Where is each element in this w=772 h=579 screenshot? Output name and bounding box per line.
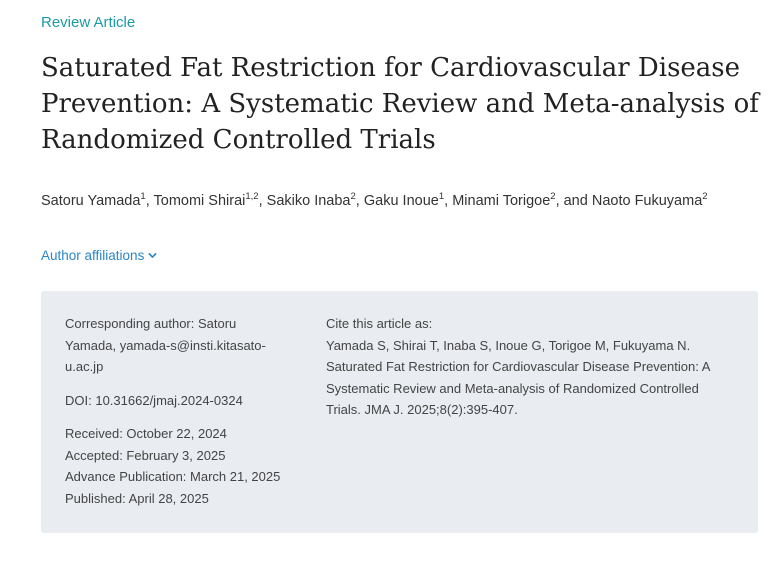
chevron-down-icon	[148, 251, 157, 260]
author-name[interactable]: Naoto Fukuyama	[591, 193, 703, 209]
author-name[interactable]: Tomomi Shirai	[153, 193, 246, 209]
citation-text: Yamada S, Shirai T, Inaba S, Inoue G, Torigoe M, Fukuyama N. Saturated Fat Restriction for Cardiovascular Disease Prevention: A Systematic Review and Meta-analysis of Randomized Controlled Trials. JMA J. 2025;8(2):395-407.	[326, 337, 710, 417]
corresponding-email-link[interactable]: yamada-s@insti.kitasato-u.ac.jp	[65, 337, 266, 374]
published-date: Published: April 28, 2025	[65, 490, 209, 506]
article-type-label: Review Article	[41, 14, 136, 31]
author-affiliation-sup: 1	[140, 191, 146, 202]
author-affiliation-sup: 2	[702, 191, 708, 202]
author-affiliations-toggle[interactable]	[41, 248, 157, 263]
citation-column	[326, 313, 736, 421]
advance-publication-date: Advance Publication: March 21, 2025	[65, 469, 281, 484]
corresponding-author: Corresponding author: Satoru Yamada, yamada-s@insti.kitasato-u.ac.jp	[65, 316, 266, 374]
doi-link[interactable]: 10.31662/jmaj.2024-0324	[95, 392, 243, 408]
article-meta-column	[65, 313, 285, 509]
doi: DOI: 10.31662/jmaj.2024-0324	[65, 392, 243, 408]
accepted-date: Accepted: February 3, 2025	[65, 447, 226, 463]
author-affiliations-label: Author affiliations	[41, 248, 145, 263]
author-name[interactable]: Sakiko Inaba	[266, 193, 351, 209]
article-title: Saturated Fat Restriction for Cardiovascular Disease Prevention: A Systematic Review and Meta-analysis of Randomized Controlled Trials	[41, 53, 759, 155]
corresponding-author-name: Satoru Yamada	[65, 316, 237, 353]
author-affiliation-sup: 2	[350, 191, 356, 202]
author-name[interactable]: Gaku Inoue	[363, 193, 439, 209]
author-affiliation-sup: 1	[438, 191, 445, 202]
received-date: Received: October 22, 2024	[65, 426, 227, 441]
cite-label: Cite this article as:	[326, 316, 433, 331]
author-affiliation-sup: 2	[550, 191, 556, 202]
author-name[interactable]: Satoru Yamada	[41, 193, 141, 209]
author-name[interactable]: Minami Torigoe	[452, 193, 551, 209]
article-info-box	[41, 291, 758, 533]
author-affiliation-sup: 1,2	[245, 191, 259, 202]
author-list: Satoru Yamada$^1$, Tomomi Shirai$^{1,2}$, Sakiko Inaba$^2$, Gaku Inoue$^1$, Minami Torigoe$^2$, and Naoto Fukuyama$^2$	[41, 191, 708, 209]
